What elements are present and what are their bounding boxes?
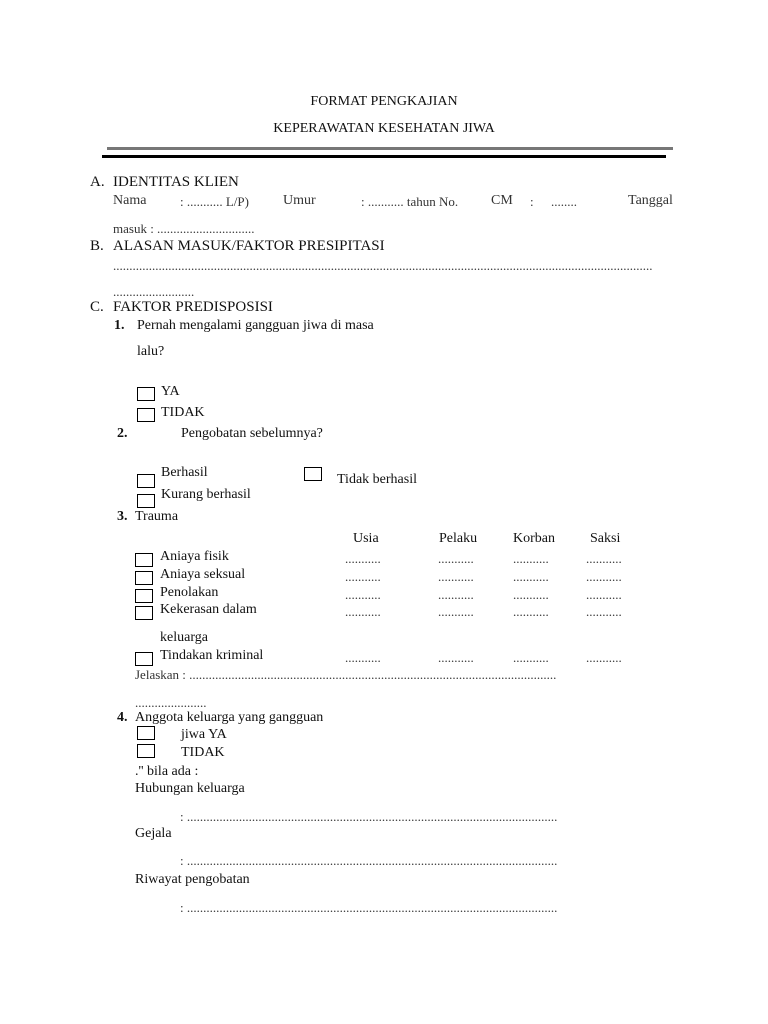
q2-tidak-berhasil-checkbox[interactable] (304, 467, 322, 481)
q2-kurang-label: Kurang berhasil (161, 487, 251, 502)
riwayat-pengobatan-label: Riwayat pengobatan (135, 872, 250, 887)
trauma-cell[interactable]: ........... (586, 587, 622, 602)
bila-ada-label: .'' bila ada : (135, 764, 199, 779)
section-c-letter: C. (90, 299, 104, 315)
trauma-label-penolakan: Penolakan (160, 585, 219, 600)
trauma-label-aniaya-fisik: Aniaya fisik (160, 549, 229, 564)
q4-ya-label: jiwa YA (181, 727, 227, 742)
trauma-cell[interactable]: ........... (513, 604, 549, 619)
trauma-checkbox-penolakan[interactable] (135, 589, 153, 603)
q1-tidak-checkbox[interactable] (137, 408, 155, 422)
section-b-letter: B. (90, 238, 104, 254)
trauma-cell[interactable]: ........... (513, 650, 549, 665)
q2-number: 2. (117, 426, 128, 441)
trauma-cell[interactable]: ........... (513, 569, 549, 584)
umur-field[interactable]: : ........... tahun No. (361, 194, 459, 209)
cm-colon: : (530, 194, 534, 209)
jelaskan-field-cont[interactable]: ...................... (135, 695, 207, 710)
q3-text: Trauma (135, 509, 179, 524)
q4-text: Anggota keluarga yang gangguan (135, 710, 324, 725)
form-title-line1: FORMAT PENGKAJIAN (310, 94, 458, 109)
col-header-usia: Usia (353, 531, 379, 546)
q1-number: 1. (114, 318, 125, 333)
trauma-checkbox-kriminal[interactable] (135, 652, 153, 666)
umur-label: Umur (283, 193, 316, 208)
trauma-cell[interactable]: ........... (513, 587, 549, 602)
nama-label: Nama (113, 193, 147, 208)
cm-label: CM (491, 193, 513, 208)
trauma-cell[interactable]: ........... (586, 650, 622, 665)
masuk-field[interactable]: masuk : .............................. (113, 221, 255, 236)
trauma-cell[interactable]: ........... (586, 604, 622, 619)
trauma-checkbox-aniaya-fisik[interactable] (135, 553, 153, 567)
trauma-cell[interactable]: ........... (345, 569, 381, 584)
trauma-label-kriminal: Tindakan kriminal (160, 648, 264, 663)
q2-berhasil-label: Berhasil (161, 465, 208, 480)
q1-ya-checkbox[interactable] (137, 387, 155, 401)
section-a-heading: IDENTITAS KLIEN (113, 174, 239, 190)
q1-tidak-label: TIDAK (161, 405, 205, 420)
trauma-cell[interactable]: ........... (586, 551, 622, 566)
q1-text: Pernah mengalami gangguan jiwa di masa (137, 318, 374, 333)
q2-berhasil-checkbox[interactable] (137, 474, 155, 488)
q4-tidak-checkbox[interactable] (137, 744, 155, 758)
hubungan-keluarga-label: Hubungan keluarga (135, 781, 245, 796)
section-c-heading: FAKTOR PREDISPOSISI (113, 299, 273, 315)
jelaskan-field[interactable]: Jelaskan : ................................................................................................................. (135, 667, 557, 682)
trauma-cell[interactable]: ........... (438, 551, 474, 566)
q4-tidak-label: TIDAK (181, 745, 225, 760)
cm-field[interactable]: ........ (551, 194, 577, 209)
trauma-cell[interactable]: ........... (345, 551, 381, 566)
gejala-label: Gejala (135, 826, 172, 841)
form-title-line2: KEPERAWATAN KESEHATAN JIWA (273, 121, 495, 136)
nama-field[interactable]: : ........... L/P) (180, 194, 249, 209)
trauma-cell[interactable]: ........... (345, 604, 381, 619)
riwayat-pengobatan-field[interactable]: : .................................................................................................................. (180, 900, 558, 915)
q3-number: 3. (117, 509, 128, 524)
tanggal-label: Tanggal (628, 193, 673, 208)
trauma-cell[interactable]: ........... (438, 569, 474, 584)
q2-text: Pengobatan sebelumnya? (181, 426, 323, 441)
col-header-pelaku: Pelaku (439, 531, 478, 546)
col-header-saksi: Saksi (590, 531, 621, 546)
section-b-heading: ALASAN MASUK/FAKTOR PRESIPITASI (113, 238, 385, 254)
trauma-checkbox-kekerasan[interactable] (135, 606, 153, 620)
trauma-label-aniaya-seksual: Aniaya seksual (160, 567, 246, 582)
trauma-label-kekerasan-cont: keluarga (160, 630, 208, 645)
section-b-field-line1[interactable]: ...................................................................................................................................................................... (113, 258, 653, 273)
q4-number: 4. (117, 710, 128, 725)
trauma-checkbox-aniaya-seksual[interactable] (135, 571, 153, 585)
hubungan-keluarga-field[interactable]: : .................................................................................................................. (180, 809, 558, 824)
section-b-field-line2[interactable]: ......................... (113, 284, 195, 299)
trauma-cell[interactable]: ........... (438, 604, 474, 619)
trauma-cell[interactable]: ........... (345, 587, 381, 602)
q1-ya-label: YA (161, 384, 180, 399)
q1-text-cont: lalu? (137, 344, 165, 359)
trauma-cell[interactable]: ........... (586, 569, 622, 584)
trauma-cell[interactable]: ........... (438, 587, 474, 602)
trauma-cell[interactable]: ........... (513, 551, 549, 566)
trauma-cell[interactable]: ........... (438, 650, 474, 665)
q2-kurang-checkbox[interactable] (137, 494, 155, 508)
trauma-label-kekerasan: Kekerasan dalam (160, 602, 257, 617)
title-divider-bottom (102, 155, 666, 158)
title-divider-top (107, 147, 673, 150)
gejala-field[interactable]: : .................................................................................................................. (180, 853, 558, 868)
q4-ya-checkbox[interactable] (137, 726, 155, 740)
section-a-letter: A. (90, 174, 105, 190)
q2-tidak-berhasil-label: Tidak berhasil (337, 472, 417, 487)
col-header-korban: Korban (513, 531, 555, 546)
trauma-cell[interactable]: ........... (345, 650, 381, 665)
